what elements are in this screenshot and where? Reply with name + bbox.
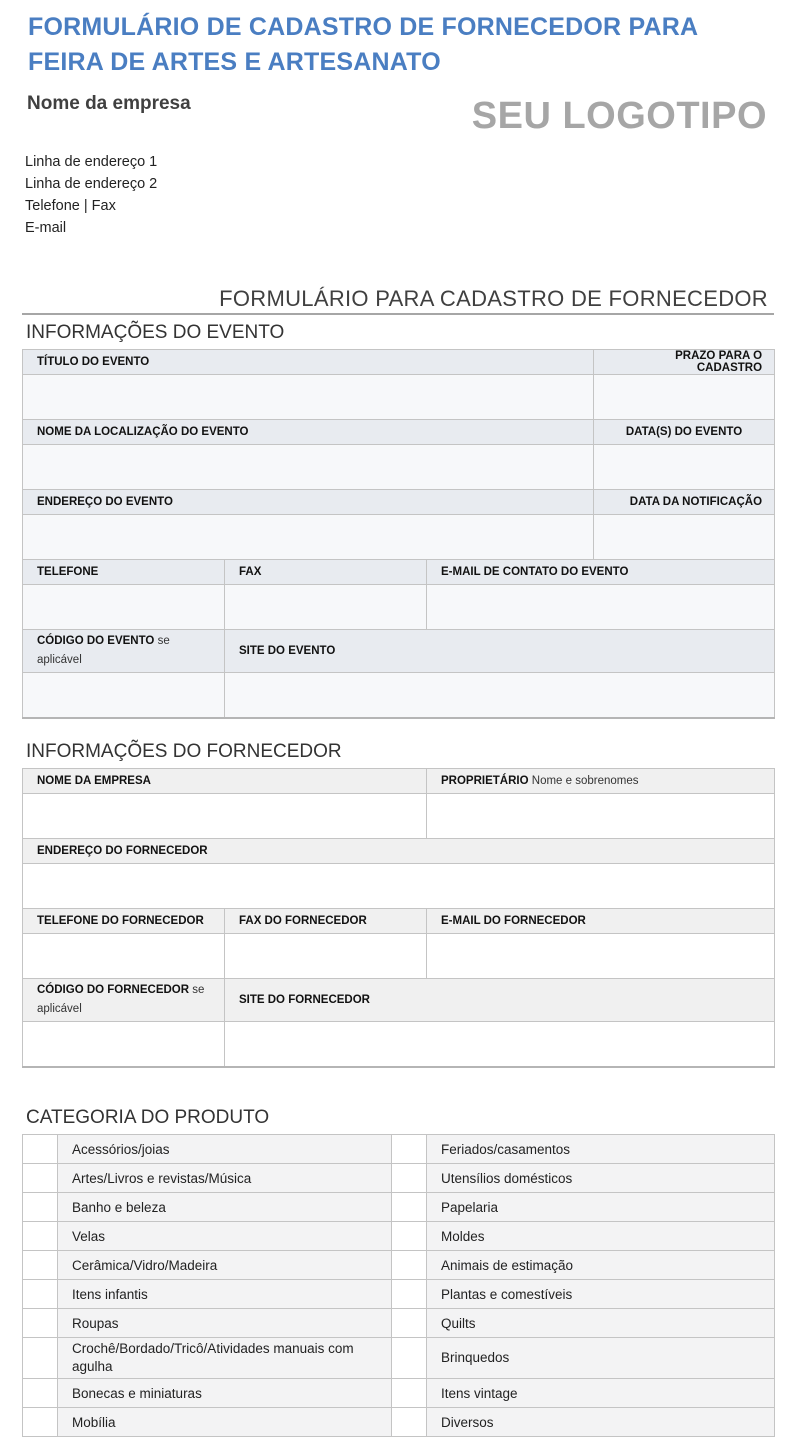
category-checkbox[interactable] [23,1222,58,1251]
vendor-phone-label: TELEFONE DO FORNECEDOR [23,909,225,934]
category-label: Cerâmica/Vidro/Madeira [58,1251,392,1280]
logo-placeholder: SEU LOGOTIPO [471,95,767,137]
location-name-field[interactable] [23,445,594,490]
category-row [23,1408,775,1437]
category-checkbox[interactable] [392,1280,427,1309]
vendor-code-label: CÓDIGO DO FORNECEDOR se aplicável [23,979,225,1022]
registration-deadline-field[interactable] [594,375,775,420]
category-row [23,1164,775,1193]
vendor-email-field[interactable] [427,934,775,979]
category-row [23,1338,775,1379]
category-label: Moldes [427,1222,775,1251]
category-row [23,1309,775,1338]
category-label: Utensílios domésticos [427,1164,775,1193]
vendor-fax-field[interactable] [225,934,427,979]
category-label: Plantas e comestíveis [427,1280,775,1309]
form-heading: FORMULÁRIO PARA CADASTRO DE FORNECEDOR [219,286,768,311]
event-email-field[interactable] [427,585,775,630]
vendor-company-label: NOME DA EMPRESA [23,769,427,794]
category-label: Velas [58,1222,392,1251]
category-checkbox[interactable] [23,1251,58,1280]
event-code-field[interactable] [23,673,225,719]
event-code-label: CÓDIGO DO EVENTO se aplicável [23,630,225,673]
category-label: Quilts [427,1309,775,1338]
category-label: Roupas [58,1309,392,1338]
category-checkbox[interactable] [392,1222,427,1251]
vendor-company-field[interactable] [23,794,427,839]
event-fax-label: FAX [225,560,427,585]
notification-date-label: DATA DA NOTIFICAÇÃO [594,490,775,515]
category-checkbox[interactable] [392,1251,427,1280]
vendor-address-field[interactable] [23,864,775,909]
category-checkbox[interactable] [23,1193,58,1222]
document-title: FORMULÁRIO DE CADASTRO DE FORNECEDOR PARA FEIRA DE ARTES E ARTESANATO [28,13,698,76]
category-checkbox[interactable] [392,1379,427,1408]
company-address-block [25,151,157,239]
event-address-field[interactable] [23,515,594,560]
vendor-fax-label: FAX DO FORNECEDOR [225,909,427,934]
category-label: Itens infantis [58,1280,392,1309]
event-title-field[interactable] [23,375,594,420]
category-checkbox[interactable] [392,1309,427,1338]
category-checkbox[interactable] [392,1408,427,1437]
vendor-website-label: SITE DO FORNECEDOR [225,979,775,1022]
category-row [23,1222,775,1251]
owner-label: PROPRIETÁRIO Nome e sobrenomes [427,769,775,794]
notification-date-field[interactable] [594,515,775,560]
vendor-email-label: E-MAIL DO FORNECEDOR [427,909,775,934]
category-label: Banho e beleza [58,1193,392,1222]
event-section-title: INFORMAÇÕES DO EVENTO [26,322,285,343]
vendor-code-note: se aplicável [37,984,205,1015]
location-name-label: NOME DA LOCALIZAÇÃO DO EVENTO [23,420,594,445]
event-dates-label: DATA(S) DO EVENTO [594,420,775,445]
category-checkbox[interactable] [23,1135,58,1164]
category-label: Crochê/Bordado/Tricô/Atividades manuais com agulha [58,1338,392,1379]
category-checkbox[interactable] [23,1280,58,1309]
category-label: Itens vintage [427,1379,775,1408]
category-label: Animais de estimação [427,1251,775,1280]
category-label: Feriados/casamentos [427,1135,775,1164]
category-label: Mobília [58,1408,392,1437]
category-label: Artes/Livros e revistas/Música [58,1164,392,1193]
registration-deadline-label: PRAZO PARA O CADASTRO [594,350,775,375]
category-checkbox[interactable] [23,1338,58,1379]
event-phone-field[interactable] [23,585,225,630]
owner-field[interactable] [427,794,775,839]
category-row [23,1135,775,1164]
vendor-info-table [22,768,775,1068]
category-row [23,1280,775,1309]
category-row [23,1379,775,1408]
phone-fax-line: Telefone | Fax [25,198,116,214]
event-code-note: se aplicável [37,635,170,666]
category-checkbox[interactable] [392,1164,427,1193]
event-website-label: SITE DO EVENTO [225,630,775,673]
heading-divider [22,313,774,315]
event-dates-field[interactable] [594,445,775,490]
category-checkbox[interactable] [23,1164,58,1193]
email-line: E-mail [25,220,67,236]
category-label: Brinquedos [427,1338,775,1379]
category-checkbox[interactable] [23,1408,58,1437]
address-line-1: Linha de endereço 1 [25,154,158,170]
category-label: Bonecas e miniaturas [58,1379,392,1408]
event-email-label: E-MAIL DE CONTATO DO EVENTO [427,560,775,585]
category-section-title: CATEGORIA DO PRODUTO [26,1107,270,1128]
category-row [23,1251,775,1280]
category-label: Diversos [427,1408,775,1437]
vendor-address-label: ENDEREÇO DO FORNECEDOR [23,839,775,864]
owner-note: Nome e sobrenomes [531,775,639,787]
category-label: Papelaria [427,1193,775,1222]
category-checkbox[interactable] [23,1379,58,1408]
category-row [23,1193,775,1222]
vendor-section-title: INFORMAÇÕES DO FORNECEDOR [26,741,342,762]
category-checkbox[interactable] [392,1135,427,1164]
event-title-label: TÍTULO DO EVENTO [23,350,594,375]
company-name: Nome da empresa [27,93,191,114]
event-website-field[interactable] [225,673,775,719]
category-checkbox[interactable] [23,1309,58,1338]
category-table [22,1134,775,1437]
vendor-phone-field[interactable] [23,934,225,979]
event-phone-label: TELEFONE [23,560,225,585]
category-label: Acessórios/joias [58,1135,392,1164]
event-fax-field[interactable] [225,585,427,630]
category-checkbox[interactable] [392,1338,427,1379]
vendor-website-field[interactable] [225,1022,775,1068]
address-line-2: Linha de endereço 2 [25,176,158,192]
category-checkbox[interactable] [392,1193,427,1222]
vendor-code-field[interactable] [23,1022,225,1068]
event-address-label: ENDEREÇO DO EVENTO [23,490,594,515]
event-info-table [22,349,775,719]
